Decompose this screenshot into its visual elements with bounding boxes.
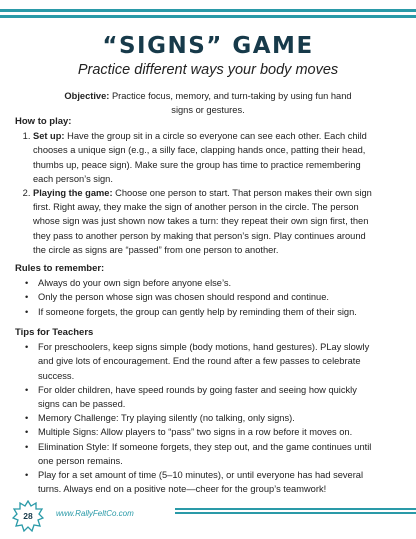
list-item: • Elimination Style: If someone forgets, they step out, and the game continues until one person remains.: [33, 440, 377, 468]
tips-heading: Tips for Teachers: [15, 327, 94, 338]
website-link[interactable]: www.RallyFeltCo.com: [56, 509, 134, 518]
rules-section: [15, 262, 377, 319]
list-item: • For preschoolers, keep signs simple (body motions, hand gestures). PLay slowly and give lots of encouragement. End the round after a few passes to celebrate success.: [33, 340, 377, 383]
list-item: • Always do your own sign before anyone else’s.: [33, 276, 377, 290]
list-item: • Memory Challenge: Try playing silently (no talking, only signs).: [33, 411, 377, 425]
objective: [60, 89, 356, 117]
how-to-play-heading: How to play:: [15, 116, 72, 127]
rules-heading: Rules to remember:: [15, 263, 105, 274]
objective-label: Objective:: [64, 91, 110, 101]
list-item: • If someone forgets, the group can gently help by reminding them of their sign.: [33, 305, 377, 319]
footer-border: [175, 508, 416, 514]
tips-section: [15, 326, 377, 496]
step-label: Playing the game:: [33, 188, 113, 199]
step-text: Have the group sit in a circle so everyone can see each other. Each child chooses a unique sign (e.g., a silly face, clapping hands once, patting their head, thumbs up, peace sign). Make sure the group has time to practice remembering each person’s sign.: [33, 131, 367, 184]
page-subtitle: Practice different ways your body moves: [77, 62, 339, 78]
objective-text: Practice focus, memory, and turn-taking by using fun hand signs or gestures.: [109, 91, 352, 115]
step-text: Choose one person to start. That person makes their own sign first. Right away, they make the sign of another person in the circle. The person whose sign was just shown now takes a turn: they repeat their own sign first, then they pass to another person by making that person’s sign. Play continues around the circle as signs are “passed” from one person to another.: [33, 188, 372, 255]
page-title: “SIGNS” GAME: [102, 33, 314, 59]
list-item: [33, 186, 377, 257]
step-label: Set up:: [33, 131, 65, 142]
tips-list: [15, 340, 377, 496]
page-number: 28: [23, 511, 33, 521]
rules-list: [15, 276, 377, 319]
list-item: • Multiple Signs: Allow players to “pass” two signs in a row before it moves on.: [33, 425, 377, 439]
how-to-play-section: [15, 115, 377, 257]
steps-list: [15, 129, 377, 257]
list-item: [33, 129, 377, 186]
list-item: • Only the person whose sign was chosen should respond and continue.: [33, 290, 377, 304]
list-item: • For older children, have speed rounds by going faster and seeing how quickly signs can be passed.: [33, 383, 377, 411]
list-item: • Play for a set amount of time (5–10 minutes), or until everyone has had several turns. Always end on a positive note—cheer for the group’s teamwork!: [33, 468, 377, 496]
top-border: [0, 9, 416, 18]
